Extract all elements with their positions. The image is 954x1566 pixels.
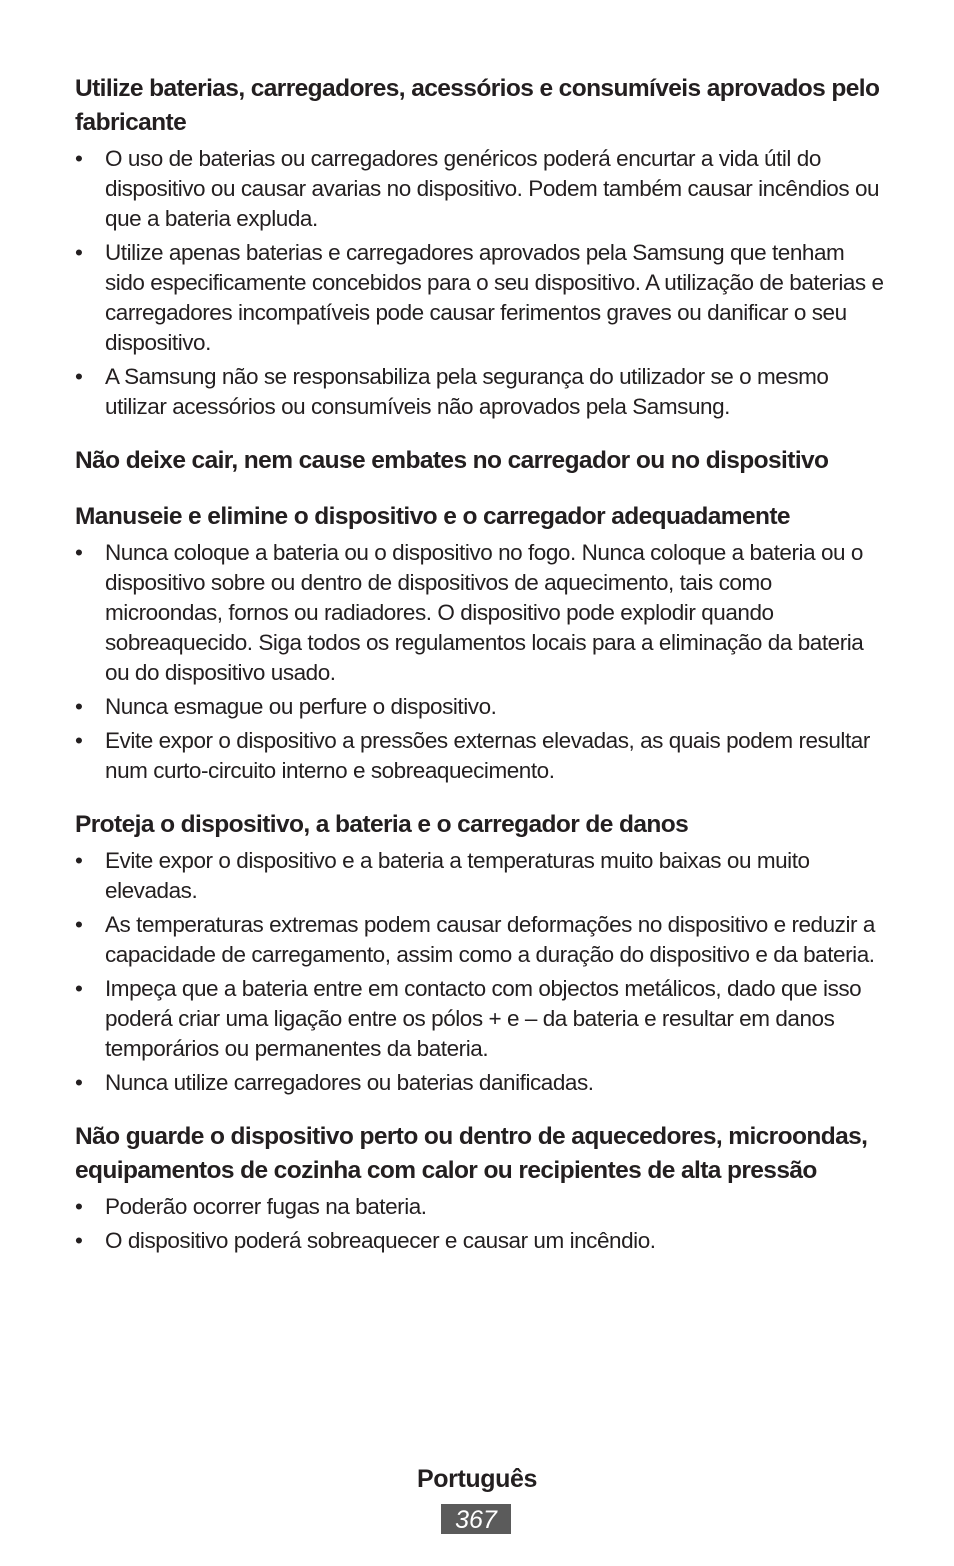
- section-heading: Utilize baterias, carregadores, acessórios e consumíveis aprovados pelo fabricante: [75, 75, 880, 136]
- bullet-icon: •: [75, 1228, 83, 1253]
- section-no-drop: [75, 444, 885, 478]
- bullet-icon: •: [75, 912, 83, 937]
- list-item: • Utilize apenas baterias e carregadores aprovados pela Samsung que tenham sido especificamente concebidos para o seu dispositivo. A utilização de baterias e carregadores incompatíveis pode causar ferimentos graves ou danificar o seu dispositivo.: [75, 240, 884, 355]
- list-item: • Nunca coloque a bateria ou o dispositivo no fogo. Nunca coloque a bateria ou o dispositivo sobre ou dentro de dispositivos de aquecimento, tais como microondas, fornos ou radiadores. O dispositivo pode explodir quando sobreaquecido. Siga todos os regulamentos locais para a eliminação da bateria ou do dispositivo usado.: [75, 540, 864, 685]
- bullet-icon: •: [75, 146, 83, 171]
- bullet-list: [75, 144, 885, 422]
- bullet-list: [75, 1192, 885, 1256]
- section-approved-accessories: [75, 72, 885, 422]
- bullet-icon: •: [75, 728, 83, 753]
- section-handle-dispose: [75, 500, 885, 786]
- section-heading: Manuseie e elimine o dispositivo e o carregador adequadamente: [75, 503, 790, 530]
- bullet-icon: •: [75, 848, 83, 873]
- bullet-list: [75, 846, 885, 1098]
- bullet-icon: •: [75, 1070, 83, 1095]
- list-item: • Poderão ocorrer fugas na bateria.: [75, 1192, 885, 1222]
- list-item: • A Samsung não se responsabiliza pela segurança do utilizador se o mesmo utilizar acessórios ou consumíveis não aprovados pela Samsung.: [75, 364, 829, 419]
- list-item: • Impeça que a bateria entre em contacto com objectos metálicos, dado que isso poderá criar uma ligação entre os pólos + e – da bateria e resultar em danos temporários ou permanentes da bateria.: [75, 976, 862, 1061]
- bullet-icon: •: [75, 1194, 83, 1219]
- section-heading: Não guarde o dispositivo perto ou dentro de aquecedores, microondas, equipamentos de cozinha com calor ou recipientes de alta pressão: [75, 1123, 868, 1184]
- list-item: • Evite expor o dispositivo a pressões externas elevadas, as quais podem resultar num curto-circuito interno e sobreaquecimento.: [75, 728, 870, 783]
- page-number: 367: [441, 1504, 511, 1534]
- list-item: • As temperaturas extremas podem causar deformações no dispositivo e reduzir a capacidade de carregamento, assim como a duração do dispositivo e da bateria.: [75, 912, 875, 967]
- list-item: • O dispositivo poderá sobreaquecer e causar um incêndio.: [75, 1226, 885, 1256]
- list-item: • Nunca utilize carregadores ou baterias danificadas.: [75, 1068, 885, 1098]
- document-body: [75, 72, 885, 1260]
- footer-language: Português: [416, 1465, 538, 1493]
- bullet-icon: •: [75, 364, 83, 389]
- bullet-icon: •: [75, 976, 83, 1001]
- list-item: • Evite expor o dispositivo e a bateria a temperaturas muito baixas ou muito elevadas.: [75, 848, 810, 903]
- section-protect-damage: [75, 808, 885, 1098]
- section-heat-sources: [75, 1120, 885, 1256]
- bullet-list: [75, 538, 885, 786]
- section-heading: Proteja o dispositivo, a bateria e o carregador de danos: [75, 811, 689, 838]
- bullet-icon: •: [75, 240, 83, 265]
- section-heading: Não deixe cair, nem cause embates no carregador ou no dispositivo: [75, 447, 829, 474]
- list-item: • O uso de baterias ou carregadores genéricos poderá encurtar a vida útil do dispositivo ou causar avarias no dispositivo. Podem também causar incêndios ou que a bateria expluda.: [75, 146, 880, 231]
- bullet-icon: •: [75, 694, 83, 719]
- list-item: • Nunca esmague ou perfure o dispositivo.: [75, 692, 885, 722]
- bullet-icon: •: [75, 540, 83, 565]
